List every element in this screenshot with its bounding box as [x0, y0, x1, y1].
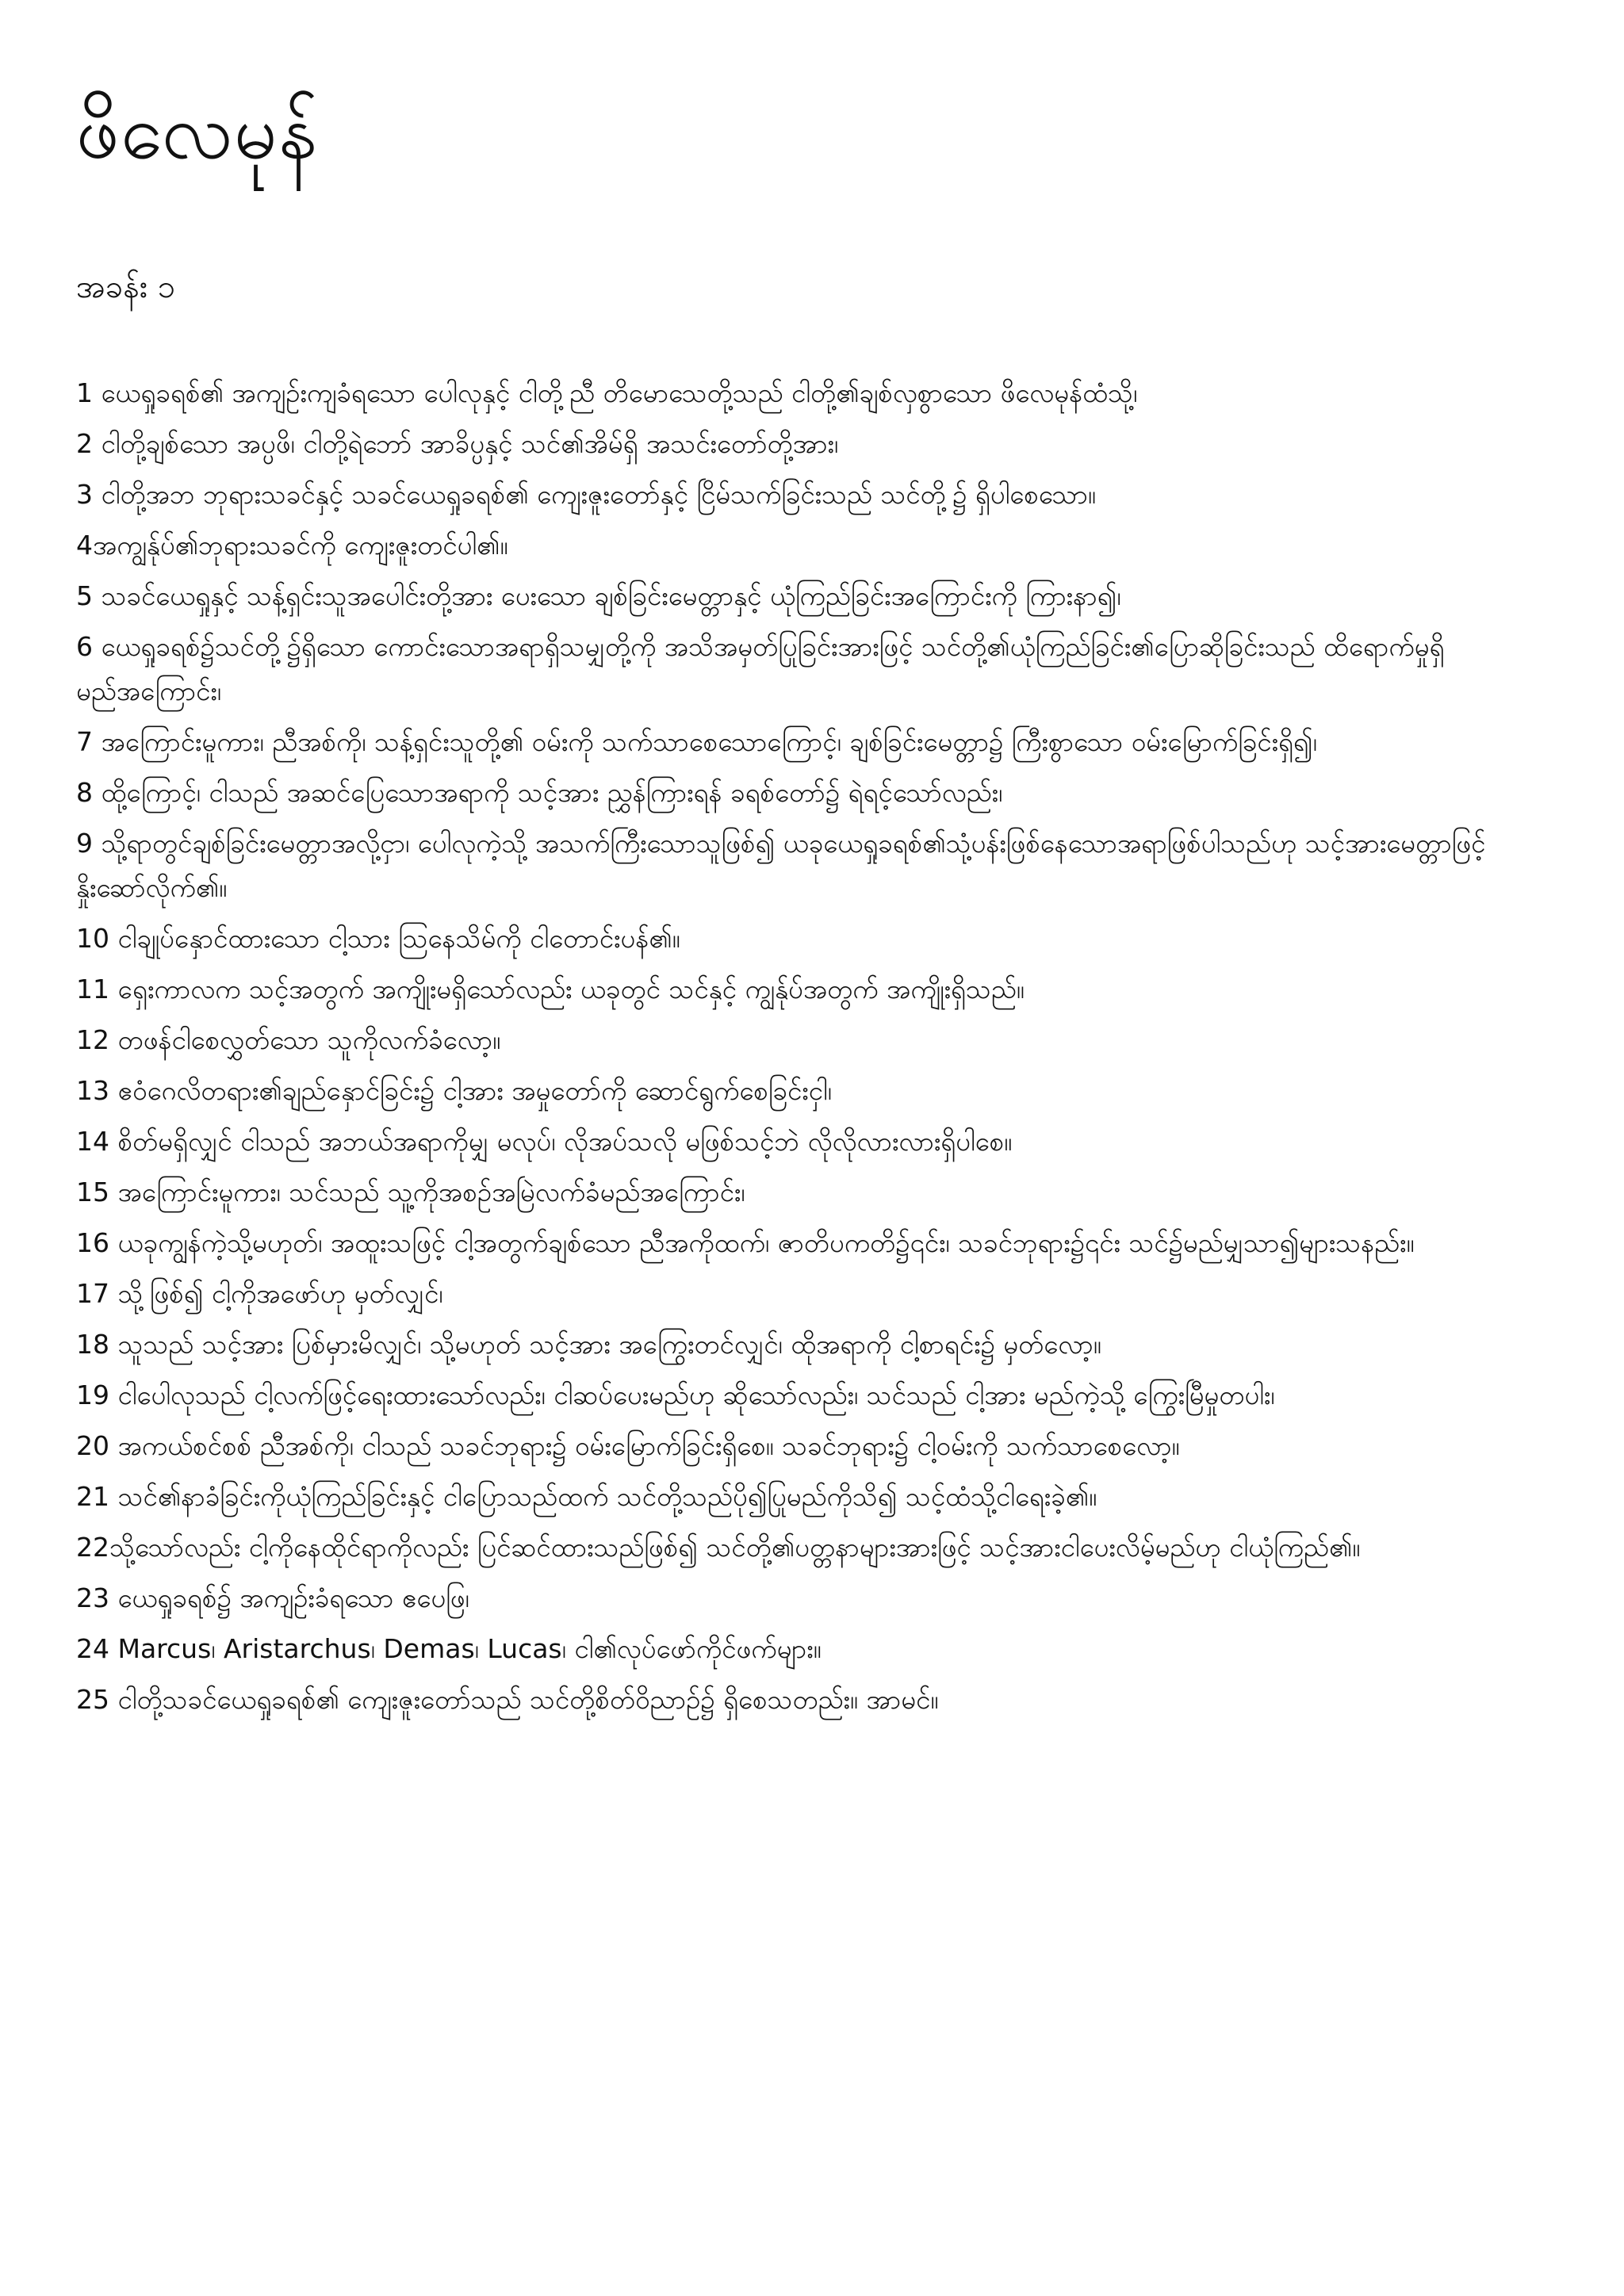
verse: 12 တဖန်ငါစေလွှတ်သော သူကိုလက်ခံလော့။	[76, 1024, 501, 1055]
verse: 20 အကယ်စင်စစ် ညီအစ်ကို၊ ငါသည် သခင်ဘုရား၌ ဝမ်းမြောက်ခြင်းရှိစေ။ သခင်ဘုရား၌ ငါ့ဝမ်းကို သက်သာစေလော့။	[76, 1430, 1180, 1461]
chapter-heading: အခန်း ၁	[76, 269, 176, 305]
verse: 4အကျွန်ုပ်၏ဘုရားသခင်ကို ကျေးဇူးတင်ပါ၏။	[76, 530, 508, 561]
verse: 22သို့သော်လည်း ငါ့ကိုနေထိုင်ရာကိုလည်း ပြင်ဆင်ထားသည်ဖြစ်၍ သင်တို့၏ပတ္တနာများအားဖြင့် သင့်အားငါပေးလိမ့်မည်ဟု ငါယုံကြည်၏။	[76, 1532, 1361, 1563]
verse: 8 ထို့ကြောင့်၊ ငါသည် အဆင်ပြေသောအရာကို သင့်အား ညွှန်ကြားရန် ခရစ်တော်၌ ရဲရင့်သော်လည်း၊	[76, 777, 1003, 808]
document-title: ဖိလေမုန်	[76, 87, 319, 176]
verse: 1 ယေရှုခရစ်၏ အကျဉ်းကျခံရသော ပေါလုနှင့် ငါတို့ညီ တိမောသေတို့သည် ငါတို့၏ချစ်လှစွာသော ဖိလေမုန်ထံသို့၊	[76, 377, 1138, 408]
verse: 9 သို့ရာတွင်ချစ်ခြင်းမေတ္တာအလို့ငှာ၊ ပေါလုကဲ့သို့ အသက်ကြီးသောသူဖြစ်၍ ယခုယေရှုခရစ်၏သုံ့ပန်းဖြစ်နေသောအရာဖြစ်ပါသည်ဟု သင့်အားမေတ္တာဖြင့်နှိုးဆော်လိုက်၏။	[76, 828, 1486, 903]
verse: 15 အကြောင်းမူကား၊ သင်သည် သူ့ကိုအစဉ်အမြဲလက်ခံမည်အကြောင်း၊	[76, 1177, 745, 1207]
verse: 14 စိတ်မရှိလျှင် ငါသည် အဘယ်အရာကိုမျှ မလုပ်၊ လိုအပ်သလို မဖြစ်သင့်ဘဲ လိုလိုလားလားရှိပါစေ။	[76, 1126, 1013, 1157]
verse: 21 သင်၏နာခံခြင်းကိုယုံကြည်ခြင်းနှင့် ငါပြောသည်ထက် သင်တို့သည်ပို၍ပြုမည်ကိုသိ၍ သင့်ထံသို့ငါရေးခဲ့၏။	[76, 1481, 1097, 1512]
verse: 6 ယေရှုခရစ်၌သင်တို့၌ရှိသော ကောင်းသောအရာရှိသမျှတို့ကို အသိအမှတ်ပြုခြင်းအားဖြင့် သင်တို့၏ယုံကြည်ခြင်း၏ပြောဆိုခြင်းသည် ထိရောက်မှုရှိမည်အကြောင်း၊	[76, 631, 1445, 706]
verse: 13 ဧဝံဂေလိတရား၏ချည်နှောင်ခြင်း၌ ငါ့အား အမှုတော်ကို ဆောင်ရွက်စေခြင်းငှါ၊	[76, 1075, 832, 1106]
verse: 7 အကြောင်းမူကား၊ ညီအစ်ကို၊ သန့်ရှင်းသူတို့၏ ဝမ်းကို သက်သာစေသောကြောင့်၊ ချစ်ခြင်းမေတ္တာ၌ ကြီးစွာသော ဝမ်းမြောက်ခြင်းရှိ၍၊	[76, 726, 1317, 757]
verse: 11 ရှေးကာလက သင့်အတွက် အကျိုးမရှိသော်လည်း ယခုတွင် သင်နှင့် ကျွန်ုပ်အတွက် အကျိုးရှိသည်။	[76, 974, 1025, 1004]
verse: 2 ငါတို့ချစ်သော အပ္ပဖိ၊ ငါတို့ရဲဘော် အာခိပ္ပနှင့် သင်၏အိမ်ရှိ အသင်းတော်တို့အား၊	[76, 428, 839, 459]
verse: 10 ငါချုပ်နှောင်ထားသော ငါ့သား သြနေသိမ်ကို ငါတောင်းပန်၏။	[76, 923, 680, 954]
verse-list	[76, 371, 1548, 1722]
verse: 25 ငါတို့သခင်ယေရှုခရစ်၏ ကျေးဇူးတော်သည် သင်တို့စိတ်ဝိညာဉ်၌ ရှိစေသတည်း။ အာမင်။	[76, 1684, 939, 1715]
verse: 23 ယေရှုခရစ်၌ အကျဉ်းခံရသော ဧပေဖြ၊	[76, 1582, 469, 1613]
verse: 16 ယခုကျွန်ကဲ့သို့မဟုတ်၊ အထူးသဖြင့် ငါ့အတွက်ချစ်သော ညီအကိုထက်၊ ဇာတိပကတိ၌၎င်း၊ သခင်ဘုရား၌၎င်း သင်၌မည်မျှသာ၍များသနည်း။	[76, 1227, 1415, 1258]
verse: 18 သူသည် သင့်အား ပြစ်မှားမိလျှင်၊ သို့မဟုတ် သင့်အား အကြွေးတင်လျှင်၊ ထိုအရာကို ငါ့စာရင်း၌ မှတ်လော့။	[76, 1329, 1101, 1360]
verse: 5 သခင်ယေရှုနှင့် သန့်ရှင်းသူအပေါင်းတို့အား ပေးသော ချစ်ခြင်းမေတ္တာနှင့် ယုံကြည်ခြင်းအကြောင်းကို ကြားနာ၍၊	[76, 580, 1121, 611]
verse: 17 သို့ဖြစ်၍ ငါ့ကိုအဖော်ဟု မှတ်လျှင်၊	[76, 1278, 443, 1309]
verse: 19 ငါပေါလုသည် ငါ့လက်ဖြင့်ရေးထားသော်လည်း၊ ငါဆပ်ပေးမည်ဟု ဆိုသော်လည်း၊ သင်သည် ငါ့အား မည်ကဲ့သို့ ကြွေးမြီမှုတပါး၊	[76, 1380, 1275, 1410]
verse: 3 ငါတို့အဘ ဘုရားသခင်နှင့် သခင်ယေရှုခရစ်၏ ကျေးဇူးတော်နှင့် ငြိမ်သက်ခြင်းသည် သင်တို့၌ ရှိပါစေသော။	[76, 479, 1096, 510]
verse: 24 Marcus၊ Aristarchus၊ Demas၊ Lucas၊ ငါ၏လုပ်ဖော်ကိုင်ဖက်များ။	[76, 1633, 822, 1664]
